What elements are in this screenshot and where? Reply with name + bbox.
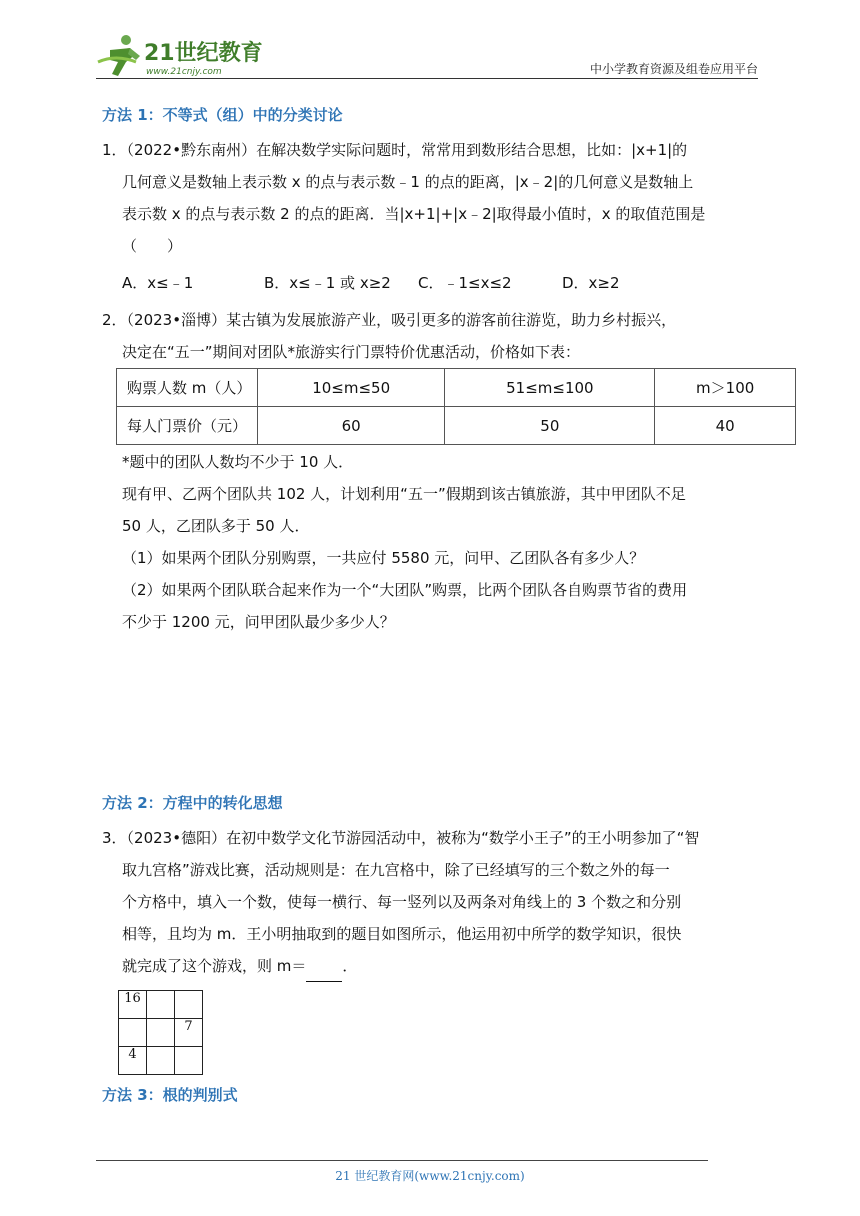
q2-line4: 50 人，乙团队多于 50 人． [122,517,310,535]
grid-cell [147,991,175,1019]
grid-row [119,1019,203,1047]
header-divider [96,78,758,79]
q3-line1: 3．（2023•德阳）在初中数学文化节游园活动中，被称为“数学小王子”的王小明参加了“智 [102,829,700,847]
grid-row [119,991,203,1019]
q3-line5-end: ． [342,957,358,975]
q1-line3: 表示数 x 的点与表示数 2 的点的距离．当|x+1|+|x﹣2|取得最小值时，x 的取值范围是 [122,205,706,223]
grid-cell [175,1047,203,1075]
grid-cell: 4 [119,1047,147,1075]
grid-row [119,1047,203,1075]
table-cell: 购票人数 m（人） [117,369,258,407]
magic-square-grid [118,990,203,1075]
choice-b[interactable]: B．x≤﹣1 或 x≥2 [264,274,391,292]
q1-line2: 几何意义是数轴上表示数 x 的点与表示数﹣1 的点的距离，|x﹣2|的几何意义是数轴上 [122,173,694,191]
platform-label: 中小学教育资源及组卷应用平台 [589,62,758,76]
method1-title: 方法 1：不等式（组）中的分类讨论 [102,106,343,124]
logo-21cnjy [96,32,266,80]
grid-cell [175,991,203,1019]
q2-sub1: （1）如果两个团队分别购票，一共应付 5580 元，问甲、乙团队各有多少人？ [122,549,645,567]
q3-line5 [102,950,766,982]
grid-cell: 7 [175,1019,203,1047]
q2-note: *题中的团队人数均不少于 10 人． [122,453,354,471]
table-cell: m＞100 [655,369,796,407]
table-row [117,369,796,407]
table-cell: 10≤m≤50 [258,369,445,407]
svg-text:www.21cnjy.com: www.21cnjy.com [146,67,222,77]
table-cell: 50 [445,407,655,445]
choice-c[interactable]: C．﹣1≤x≤2 [418,274,512,292]
price-table [116,368,796,445]
q3-line3: 个方格中，填入一个数，使每一横行、每一竖列以及两条对角线上的 3 个数之和分别 [122,893,682,911]
q2-sub2a: （2）如果两个团队联合起来作为一个“大团队”购票，比两个团队各自购票节省的费用 [122,581,688,599]
answer-blank[interactable] [306,963,342,982]
q1-line1: 1．（2022•黔东南州）在解决数学实际问题时，常常用到数形结合思想，比如：|x+1|的 [102,141,688,159]
question-3 [102,822,766,982]
q2-sub2b: 不少于 1200 元，问甲团队最少多少人？ [122,613,395,631]
q2-line1: 2．（2023•淄博）某古镇为发展旅游产业，吸引更多的游客前往游览，助力乡村振兴， [102,311,677,329]
table-cell: 每人门票价（元） [117,407,258,445]
choice-a[interactable]: A．x≤﹣1 [122,274,194,292]
q3-line5-text: 就完成了这个游戏，则 m＝ [122,957,307,975]
grid-cell: 16 [119,991,147,1019]
table-cell: 51≤m≤100 [445,369,655,407]
svg-text:21世纪教育: 21世纪教育 [144,41,263,66]
q3-line2: 取九宫格”游戏比赛，活动规则是：在九宫格中，除了已经填写的三个数之外的每一 [122,861,670,879]
q3-line4: 相等，且均为 m．王小明抽取到的题目如图所示，他运用初中所学的数学知识，很快 [122,925,682,943]
choice-d[interactable]: D．x≥2 [562,274,620,292]
q2-line2: 决定在“五一”期间对团队*旅游实行门票特价优惠活动，价格如下表： [122,343,581,361]
question-2-body [102,446,766,638]
method3-title: 方法 3：根的判别式 [102,1086,238,1104]
table-cell: 40 [655,407,796,445]
footer-divider [96,1160,708,1161]
method2-title: 方法 2：方程中的转化思想 [102,794,283,812]
question-1 [102,134,766,262]
runner-icon [98,35,140,76]
q2-line3: 现有甲、乙两个团队共 102 人，计划利用“五一”假期到该古镇旅游，其中甲团队不足 [122,485,686,503]
grid-cell [147,1047,175,1075]
footer-link[interactable]: 21 世纪教育网(www.21cnjy.com) [335,1169,525,1183]
grid-cell [147,1019,175,1047]
table-row [117,407,796,445]
q1-line4: （ ） [122,237,183,255]
question-2-intro [102,304,766,368]
table-cell: 60 [258,407,445,445]
grid-cell [119,1019,147,1047]
